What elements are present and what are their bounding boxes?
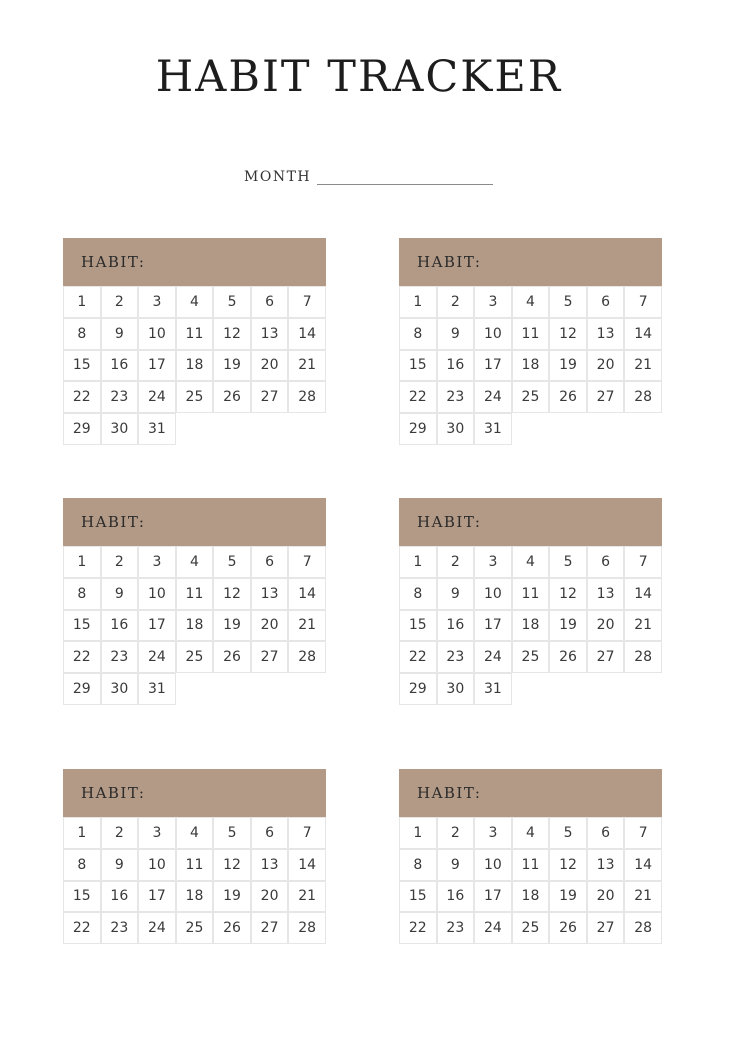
day-cell[interactable]: 16 xyxy=(437,610,475,642)
day-cell[interactable]: 23 xyxy=(437,912,475,944)
day-cell[interactable]: 22 xyxy=(63,912,101,944)
day-cell[interactable]: 17 xyxy=(474,350,512,382)
day-cell[interactable]: 27 xyxy=(251,381,289,413)
day-cell[interactable]: 2 xyxy=(437,546,475,578)
day-cell[interactable]: 31 xyxy=(138,413,176,445)
day-cell[interactable]: 3 xyxy=(474,286,512,318)
day-cell[interactable]: 4 xyxy=(176,546,214,578)
day-cell[interactable]: 18 xyxy=(176,881,214,913)
day-cell[interactable]: 3 xyxy=(138,817,176,849)
day-cell[interactable]: 24 xyxy=(474,381,512,413)
day-cell[interactable]: 4 xyxy=(176,286,214,318)
day-cell[interactable]: 29 xyxy=(399,413,437,445)
day-cell[interactable]: 26 xyxy=(549,641,587,673)
day-cell[interactable]: 3 xyxy=(138,286,176,318)
day-cell[interactable]: 2 xyxy=(101,286,139,318)
day-cell[interactable]: 16 xyxy=(101,610,139,642)
day-cell[interactable]: 21 xyxy=(624,881,662,913)
day-cell[interactable]: 26 xyxy=(213,381,251,413)
day-cell[interactable]: 15 xyxy=(399,881,437,913)
day-cell[interactable]: 6 xyxy=(251,546,289,578)
day-cell[interactable]: 6 xyxy=(587,817,625,849)
day-cell[interactable]: 27 xyxy=(587,381,625,413)
habit-label: HABIT: xyxy=(417,784,482,802)
day-cell[interactable]: 25 xyxy=(512,912,550,944)
day-cell[interactable]: 23 xyxy=(101,641,139,673)
day-cell[interactable]: 31 xyxy=(474,673,512,705)
day-cell[interactable]: 5 xyxy=(549,817,587,849)
day-cell[interactable]: 1 xyxy=(399,817,437,849)
day-cell[interactable]: 14 xyxy=(624,318,662,350)
day-cell[interactable]: 2 xyxy=(437,286,475,318)
day-cell[interactable]: 7 xyxy=(288,817,326,849)
day-cell[interactable]: 11 xyxy=(176,849,214,881)
day-cell[interactable]: 20 xyxy=(587,881,625,913)
habit-label: HABIT: xyxy=(81,784,146,802)
day-cell[interactable]: 10 xyxy=(474,849,512,881)
day-cell[interactable]: 5 xyxy=(213,286,251,318)
habit-label: HABIT: xyxy=(417,253,482,271)
day-cell[interactable]: 27 xyxy=(251,912,289,944)
day-cell[interactable]: 28 xyxy=(624,641,662,673)
day-cell[interactable]: 26 xyxy=(213,641,251,673)
day-cell[interactable]: 21 xyxy=(288,350,326,382)
habit-header[interactable] xyxy=(63,238,326,286)
day-cell[interactable]: 1 xyxy=(63,817,101,849)
day-cell[interactable]: 21 xyxy=(288,610,326,642)
day-cell[interactable]: 11 xyxy=(176,578,214,610)
day-cell[interactable]: 3 xyxy=(474,817,512,849)
day-cell[interactable]: 28 xyxy=(288,912,326,944)
day-cell[interactable]: 5 xyxy=(549,546,587,578)
day-cell[interactable]: 14 xyxy=(288,318,326,350)
day-cell[interactable]: 5 xyxy=(549,286,587,318)
day-cell[interactable]: 1 xyxy=(63,546,101,578)
day-cell[interactable]: 25 xyxy=(176,912,214,944)
page-title: HABIT TRACKER xyxy=(155,52,563,102)
habit-header[interactable] xyxy=(63,769,326,817)
day-cell[interactable]: 20 xyxy=(587,610,625,642)
habit-header[interactable] xyxy=(63,498,326,546)
day-cell[interactable]: 8 xyxy=(63,318,101,350)
day-cell[interactable]: 15 xyxy=(63,350,101,382)
day-cell[interactable]: 29 xyxy=(399,673,437,705)
day-cell[interactable]: 23 xyxy=(437,381,475,413)
day-cell[interactable]: 23 xyxy=(437,641,475,673)
day-cell[interactable]: 14 xyxy=(288,849,326,881)
day-cell[interactable]: 22 xyxy=(399,641,437,673)
day-cell[interactable]: 16 xyxy=(437,350,475,382)
habit-card xyxy=(399,769,662,944)
day-cell[interactable]: 13 xyxy=(587,849,625,881)
day-cell[interactable]: 12 xyxy=(549,318,587,350)
day-cell[interactable]: 4 xyxy=(176,817,214,849)
day-cell[interactable]: 13 xyxy=(251,849,289,881)
day-cell[interactable]: 23 xyxy=(101,381,139,413)
day-cell[interactable]: 21 xyxy=(288,881,326,913)
day-grid xyxy=(399,286,662,445)
day-cell[interactable]: 8 xyxy=(63,849,101,881)
day-cell[interactable]: 28 xyxy=(624,381,662,413)
day-cell[interactable]: 18 xyxy=(512,881,550,913)
habit-card xyxy=(63,769,326,944)
day-cell[interactable]: 26 xyxy=(213,912,251,944)
day-cell[interactable]: 17 xyxy=(138,610,176,642)
day-cell[interactable]: 30 xyxy=(101,413,139,445)
day-cell[interactable]: 30 xyxy=(437,413,475,445)
day-cell[interactable]: 19 xyxy=(549,350,587,382)
day-cell[interactable]: 31 xyxy=(474,413,512,445)
day-cell[interactable]: 17 xyxy=(474,881,512,913)
day-cell[interactable]: 20 xyxy=(251,610,289,642)
habit-label: HABIT: xyxy=(81,513,146,531)
day-cell[interactable]: 10 xyxy=(474,578,512,610)
day-cell[interactable]: 4 xyxy=(512,286,550,318)
day-cell[interactable]: 22 xyxy=(63,381,101,413)
day-cell[interactable]: 6 xyxy=(587,546,625,578)
day-cell[interactable]: 14 xyxy=(624,849,662,881)
day-cell[interactable]: 18 xyxy=(176,350,214,382)
day-cell[interactable]: 9 xyxy=(437,849,475,881)
day-cell[interactable]: 21 xyxy=(624,610,662,642)
month-label: MONTH xyxy=(244,169,312,185)
day-cell[interactable]: 24 xyxy=(138,381,176,413)
day-cell[interactable]: 6 xyxy=(587,286,625,318)
day-cell[interactable]: 15 xyxy=(399,350,437,382)
day-cell[interactable]: 24 xyxy=(138,641,176,673)
day-cell[interactable]: 23 xyxy=(101,912,139,944)
day-cell[interactable]: 3 xyxy=(138,546,176,578)
day-cell[interactable]: 24 xyxy=(138,912,176,944)
day-cell[interactable]: 5 xyxy=(213,546,251,578)
day-cell[interactable]: 31 xyxy=(138,673,176,705)
day-cell[interactable]: 17 xyxy=(474,610,512,642)
day-cell[interactable]: 12 xyxy=(213,849,251,881)
day-cell[interactable]: 3 xyxy=(474,546,512,578)
day-cell[interactable]: 18 xyxy=(512,350,550,382)
day-cell[interactable]: 30 xyxy=(101,673,139,705)
day-cell[interactable]: 29 xyxy=(63,673,101,705)
day-grid xyxy=(63,286,326,445)
day-cell[interactable]: 20 xyxy=(587,350,625,382)
day-cell[interactable]: 5 xyxy=(213,817,251,849)
day-cell[interactable]: 12 xyxy=(213,318,251,350)
day-cell[interactable]: 25 xyxy=(176,381,214,413)
day-cell[interactable]: 6 xyxy=(251,817,289,849)
habit-card xyxy=(399,498,662,705)
day-cell[interactable]: 13 xyxy=(251,318,289,350)
habit-label: HABIT: xyxy=(417,513,482,531)
day-cell[interactable]: 7 xyxy=(624,546,662,578)
day-cell[interactable]: 29 xyxy=(63,413,101,445)
day-cell[interactable]: 19 xyxy=(549,610,587,642)
day-cell[interactable]: 1 xyxy=(399,286,437,318)
day-cell[interactable]: 15 xyxy=(63,881,101,913)
day-cell[interactable]: 19 xyxy=(213,881,251,913)
day-cell[interactable]: 27 xyxy=(251,641,289,673)
day-cell[interactable]: 18 xyxy=(512,610,550,642)
day-cell[interactable]: 7 xyxy=(288,286,326,318)
day-cell[interactable]: 28 xyxy=(288,641,326,673)
day-cell[interactable]: 2 xyxy=(101,546,139,578)
habit-header[interactable] xyxy=(399,238,662,286)
day-cell[interactable]: 8 xyxy=(399,849,437,881)
day-cell[interactable]: 22 xyxy=(63,641,101,673)
day-cell[interactable]: 2 xyxy=(101,817,139,849)
day-cell[interactable]: 27 xyxy=(587,641,625,673)
day-cell[interactable]: 10 xyxy=(138,849,176,881)
day-cell[interactable]: 9 xyxy=(437,318,475,350)
day-cell[interactable]: 14 xyxy=(624,578,662,610)
day-cell[interactable]: 10 xyxy=(474,318,512,350)
day-cell[interactable]: 9 xyxy=(101,849,139,881)
day-cell[interactable]: 19 xyxy=(549,881,587,913)
day-cell[interactable]: 9 xyxy=(437,578,475,610)
day-cell[interactable]: 21 xyxy=(624,350,662,382)
day-cell[interactable]: 8 xyxy=(399,578,437,610)
day-cell[interactable]: 26 xyxy=(549,381,587,413)
day-cell[interactable]: 19 xyxy=(213,610,251,642)
day-cell[interactable]: 1 xyxy=(399,546,437,578)
habit-header[interactable] xyxy=(399,769,662,817)
day-cell[interactable]: 11 xyxy=(512,318,550,350)
day-cell[interactable]: 16 xyxy=(101,881,139,913)
day-cell[interactable]: 26 xyxy=(549,912,587,944)
day-cell[interactable]: 9 xyxy=(101,578,139,610)
day-cell[interactable]: 11 xyxy=(176,318,214,350)
day-cell[interactable]: 12 xyxy=(549,578,587,610)
day-cell[interactable]: 25 xyxy=(176,641,214,673)
habit-card xyxy=(63,498,326,705)
day-cell[interactable]: 17 xyxy=(138,350,176,382)
day-cell[interactable]: 16 xyxy=(437,881,475,913)
day-cell[interactable]: 25 xyxy=(512,381,550,413)
day-cell[interactable]: 16 xyxy=(101,350,139,382)
day-cell[interactable]: 10 xyxy=(138,318,176,350)
day-grid xyxy=(63,817,326,944)
day-cell[interactable]: 7 xyxy=(624,817,662,849)
day-cell[interactable]: 2 xyxy=(437,817,475,849)
day-cell[interactable]: 24 xyxy=(474,912,512,944)
day-cell[interactable]: 13 xyxy=(251,578,289,610)
day-cell[interactable]: 20 xyxy=(251,350,289,382)
day-cell[interactable]: 17 xyxy=(138,881,176,913)
day-grid xyxy=(399,817,662,944)
day-cell[interactable]: 7 xyxy=(624,286,662,318)
day-cell[interactable]: 30 xyxy=(437,673,475,705)
day-cell[interactable]: 13 xyxy=(587,578,625,610)
day-cell[interactable]: 15 xyxy=(399,610,437,642)
day-cell[interactable]: 8 xyxy=(63,578,101,610)
habit-card xyxy=(399,238,662,445)
day-cell[interactable]: 12 xyxy=(213,578,251,610)
day-cell[interactable]: 20 xyxy=(251,881,289,913)
day-cell[interactable]: 22 xyxy=(399,912,437,944)
day-cell[interactable]: 10 xyxy=(138,578,176,610)
habit-label: HABIT: xyxy=(81,253,146,271)
day-cell[interactable]: 14 xyxy=(288,578,326,610)
day-cell[interactable]: 19 xyxy=(213,350,251,382)
day-cell[interactable]: 4 xyxy=(512,546,550,578)
day-cell[interactable]: 7 xyxy=(288,546,326,578)
day-cell[interactable]: 11 xyxy=(512,578,550,610)
day-cell[interactable]: 28 xyxy=(624,912,662,944)
day-cell[interactable]: 1 xyxy=(63,286,101,318)
day-cell[interactable]: 12 xyxy=(549,849,587,881)
day-cell[interactable]: 13 xyxy=(587,318,625,350)
day-grid xyxy=(399,546,662,705)
day-cell[interactable]: 8 xyxy=(399,318,437,350)
day-cell[interactable]: 25 xyxy=(512,641,550,673)
day-cell[interactable]: 4 xyxy=(512,817,550,849)
day-cell[interactable]: 6 xyxy=(251,286,289,318)
day-cell[interactable]: 9 xyxy=(101,318,139,350)
day-cell[interactable]: 15 xyxy=(63,610,101,642)
month-field xyxy=(244,168,493,185)
day-cell[interactable]: 24 xyxy=(474,641,512,673)
habit-header[interactable] xyxy=(399,498,662,546)
month-blank-line[interactable] xyxy=(317,168,493,185)
day-cell[interactable]: 22 xyxy=(399,381,437,413)
day-cell[interactable]: 11 xyxy=(512,849,550,881)
day-cell[interactable]: 18 xyxy=(176,610,214,642)
day-cell[interactable]: 28 xyxy=(288,381,326,413)
day-cell[interactable]: 27 xyxy=(587,912,625,944)
day-grid xyxy=(63,546,326,705)
habit-card xyxy=(63,238,326,445)
